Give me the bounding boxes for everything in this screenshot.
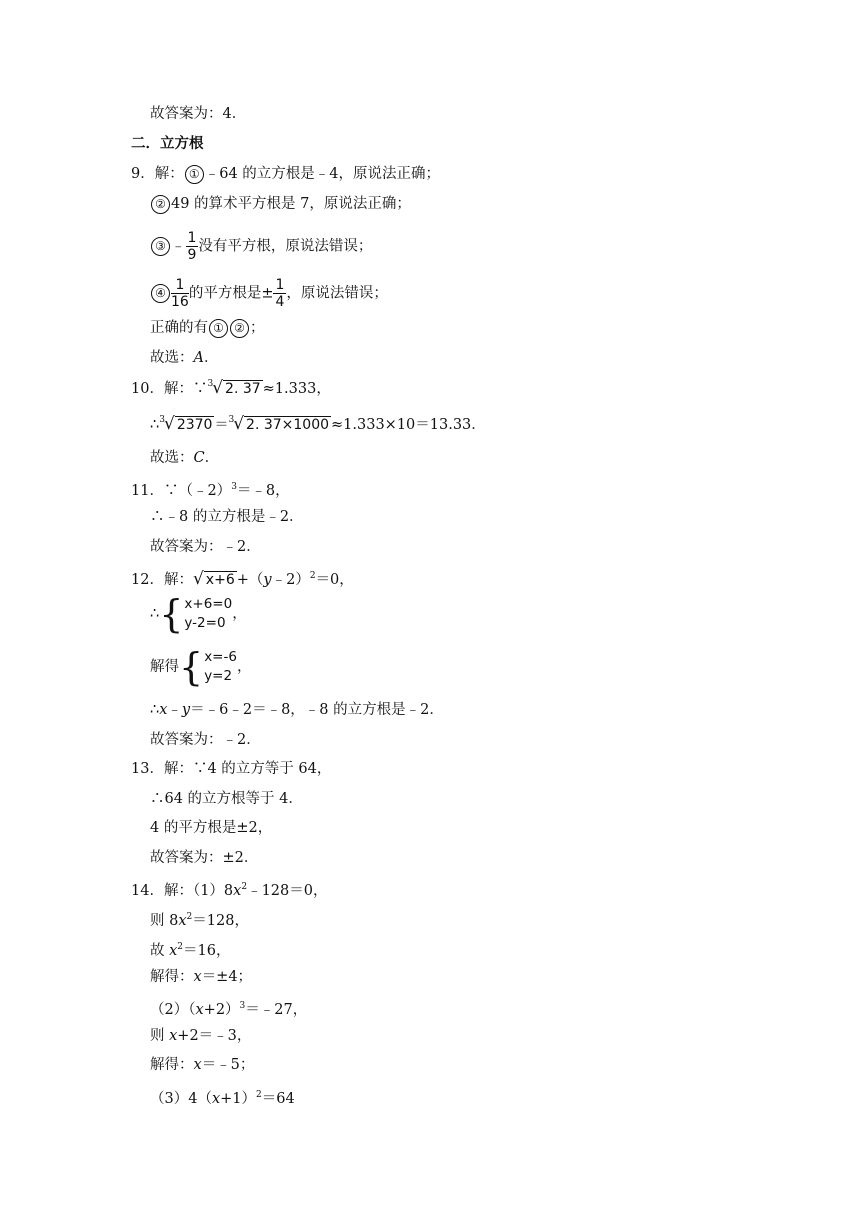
equation-system-1 (184, 595, 232, 633)
circle-2b: ② (230, 319, 249, 338)
radical-sign: √ (212, 378, 224, 398)
q14-f-tail: +2＝﹣3， (177, 1028, 252, 1044)
q14-a-pre: 解：（1）8 (163, 882, 234, 899)
q12-pre: 解： (163, 571, 193, 588)
q12-c-tail: ， (236, 659, 252, 675)
var-x: x (169, 1028, 178, 1044)
brace: { (179, 645, 204, 689)
q10-choose-end: ． (204, 450, 220, 466)
q9-text-1: ﹣64 的立方根是﹣4，原说法正确； (204, 166, 441, 182)
q14-line-2 (150, 907, 249, 931)
q10-choose-pre: 故选： (150, 450, 194, 466)
q14-h-mid: +1） (220, 1090, 257, 1107)
q9-text-2: 49 的算术平方根是 7，原说法正确； (171, 196, 411, 212)
solve-label: 解得 (150, 659, 179, 675)
q9-line-2 (150, 194, 411, 214)
q9-choice: A (193, 350, 204, 366)
q9-neg: ﹣ (171, 238, 186, 255)
q9-correct: 正确的有 (150, 320, 208, 336)
q11-line-3: 故答案为：﹣2． (150, 539, 261, 555)
q10-line-2 (150, 414, 486, 437)
q9-line-3 (150, 230, 372, 263)
denominator: 9 (187, 247, 197, 263)
q10-therefore: ∴ (150, 417, 160, 433)
circle-1b: ① (209, 319, 228, 338)
radicand: 2. 37 (225, 381, 261, 397)
q14-e-pre: （2）（ (150, 1001, 196, 1018)
var-x: x (193, 1057, 202, 1073)
q9-line-5 (150, 318, 265, 338)
circle-3: ③ (151, 237, 170, 256)
fraction-1-9 (186, 230, 199, 263)
q12-mid2: ﹣2） (271, 571, 310, 588)
q14-line-8 (150, 1085, 295, 1109)
exp: 2 (241, 882, 248, 892)
cube-root-1 (207, 378, 262, 401)
q14-f-pre: 则 (150, 1028, 170, 1044)
var-x: x (193, 969, 202, 985)
q14-line-7 (150, 1055, 254, 1075)
var-x: x (233, 882, 242, 899)
q10-tail-2: ≈1.333×10＝13.33． (331, 417, 486, 433)
q12-d-tail: ＝﹣6﹣2＝﹣8，﹣8 的立方根是﹣2． (190, 702, 444, 718)
q14-line-1 (131, 877, 327, 901)
square-root (193, 569, 237, 590)
exp: 2 (256, 1090, 262, 1100)
cube-root-3 (228, 414, 331, 437)
q14-g-pre: 解得： (150, 1057, 194, 1073)
radical-sign: √ (192, 568, 204, 589)
q14-b-pre: 则 8 (150, 912, 179, 929)
q9-choose-end: ． (203, 350, 219, 366)
answer-line: 故答案为：4． (150, 106, 247, 122)
root-index: 3 (228, 415, 235, 425)
eq-row: y-2=0 (184, 615, 226, 631)
q14-h-tail: ＝64 (261, 1090, 295, 1107)
therefore: ∴ (150, 606, 160, 622)
numerator: 1 (275, 277, 285, 293)
q12-tail: ＝0， (315, 571, 354, 588)
q14-line-6 (150, 1026, 251, 1046)
denominator: 4 (275, 294, 285, 310)
root-index: 3 (207, 379, 214, 389)
q9-correct-end: ； (250, 320, 265, 336)
q12-number: 12． (131, 571, 164, 588)
var-x: x (211, 1090, 221, 1107)
q9-solution-label: 解： (154, 166, 184, 182)
exp: 2 (177, 942, 184, 952)
q13-line-2: ∴64 的立方根等于 4． (150, 791, 303, 807)
exp: 2 (186, 912, 193, 922)
q9-text-3: 没有平方根，原说法错误； (198, 238, 373, 255)
q10-line-3 (150, 448, 219, 468)
q12-line-1 (131, 566, 354, 590)
q13-a: 解：∵4 的立方等于 64， (163, 761, 332, 777)
q11-number: 11． (131, 482, 164, 499)
radicand: x+6 (205, 571, 235, 588)
q9-line-4 (150, 277, 388, 310)
numerator: 1 (187, 230, 197, 246)
q10-number: 10． (131, 381, 164, 397)
brace: { (159, 592, 184, 636)
q14-d-pre: 解得： (150, 969, 194, 985)
radicand: 2. 37×1000 (246, 417, 330, 433)
q14-e-mid: +2） (203, 1001, 240, 1018)
q9-text-4a: 的平方根是± (188, 285, 274, 302)
q10-line-1 (131, 378, 331, 401)
var-x: x (159, 702, 168, 718)
radical-sign: √ (163, 414, 175, 434)
numerator: 1 (171, 277, 189, 294)
circle-4: ④ (151, 284, 170, 303)
var-y: y (181, 702, 191, 718)
q12-line-2 (150, 592, 247, 636)
q9-number: 9． (131, 166, 155, 182)
q9-text-4b: ，原说法错误； (286, 285, 388, 302)
q11-exp: 3 (231, 482, 237, 492)
circle-1: ① (185, 165, 204, 184)
cube-root-2 (159, 414, 214, 437)
q14-c-pre: 故 (150, 942, 170, 959)
var-x: x (195, 1001, 204, 1018)
root-index: 3 (159, 415, 165, 425)
denominator: 16 (171, 294, 189, 310)
q14-c-tail: ＝16， (183, 942, 231, 959)
q12-mid: +（ (236, 571, 264, 588)
q12-b-tail: ， (232, 606, 247, 622)
therefore: ∴ (150, 702, 160, 718)
equals: ＝ (214, 417, 229, 433)
eq-row: x+6=0 (184, 596, 233, 612)
q11-line-1 (131, 477, 290, 501)
radicand: 2370 (176, 417, 213, 433)
q13-line-3: 4 的平方根是±2， (150, 820, 273, 836)
q9-choose-pre: 故选： (150, 350, 194, 366)
circle-2: ② (151, 195, 170, 214)
q10-tail: ≈1.333， (262, 381, 331, 397)
q9-line-6 (150, 348, 218, 368)
q12-line-3 (150, 645, 252, 689)
q14-d-tail: ＝±4； (201, 969, 253, 985)
q11-a: ∵（﹣2） (163, 482, 232, 499)
q13-line-4: 故答案为：±2． (150, 850, 259, 866)
section-heading: 二．立方根 (131, 135, 204, 152)
fraction-1-4 (273, 277, 286, 310)
minus: ﹣ (167, 702, 182, 718)
fraction-1-16 (171, 277, 189, 310)
q14-line-4 (150, 967, 252, 987)
q14-a-tail: ﹣128＝0， (247, 882, 328, 899)
q10-pre: 解：∵ (163, 381, 208, 397)
exp: 3 (239, 1001, 246, 1011)
var-y: y (263, 571, 272, 588)
q14-e-tail: ＝﹣27， (245, 1001, 308, 1018)
q12-line-4 (150, 700, 444, 720)
q14-line-5 (150, 996, 307, 1020)
var-x: x (169, 942, 178, 959)
eq-row: y=2 (204, 668, 233, 684)
q12-exp: 2 (309, 571, 316, 581)
q10-choice: C (193, 450, 205, 466)
q14-number: 14． (131, 882, 164, 899)
q14-line-3 (150, 937, 230, 961)
q9-line-1 (131, 164, 440, 184)
var-x: x (178, 912, 187, 929)
eq-row: x=-6 (204, 649, 237, 665)
q11-line-2: ∴﹣8 的立方根是﹣2． (150, 509, 304, 525)
q13-number: 13． (131, 761, 164, 777)
radical-sign: √ (233, 414, 245, 434)
equation-system-2 (204, 648, 237, 686)
q12-line-5: 故答案为：﹣2． (150, 732, 261, 748)
q14-h-pre: （3）4（ (150, 1090, 212, 1107)
q14-b-tail: ＝128， (192, 912, 249, 929)
q14-g-tail: ＝﹣5； (201, 1057, 255, 1073)
q13-line-1 (131, 759, 331, 779)
q11-a-tail: ＝﹣8， (236, 482, 290, 499)
